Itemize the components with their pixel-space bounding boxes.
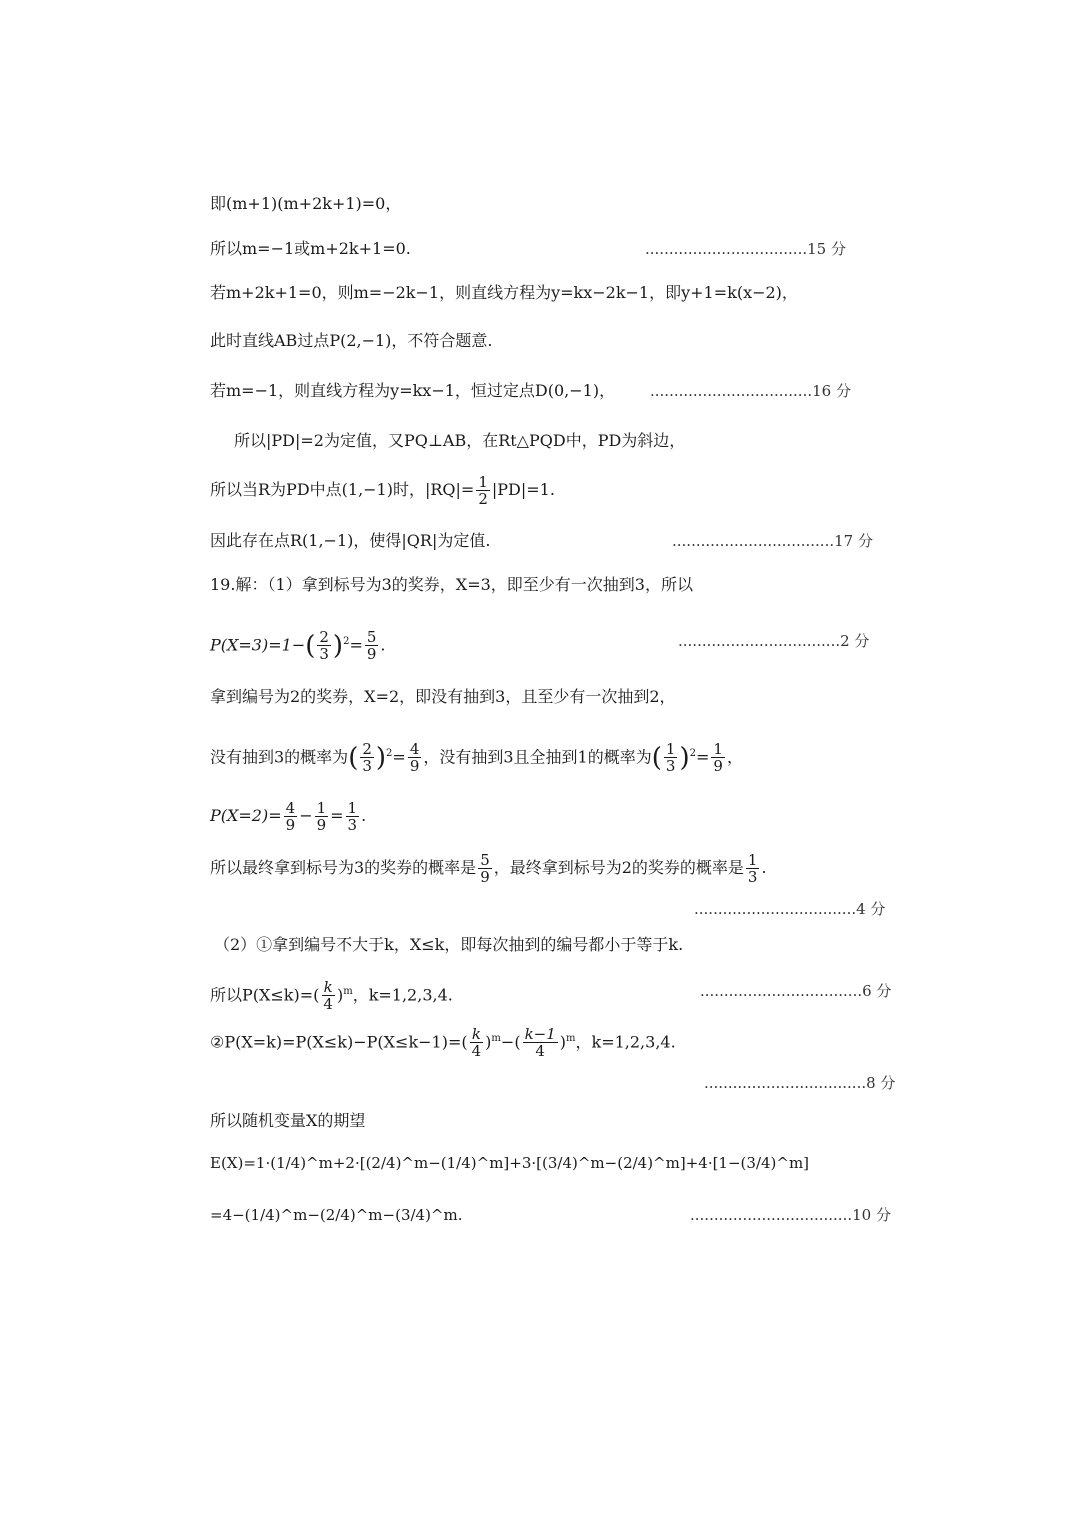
left-paren: ( [348, 742, 359, 773]
no3-f2-den: 3 [665, 757, 676, 776]
no3-f2 [664, 741, 678, 774]
final-f1-num: 5 [480, 851, 490, 869]
final-b: ，最终拿到标号为2的奖券的概率是 [493, 858, 744, 877]
score-mark-10: ..................................10 分 [690, 1206, 891, 1224]
final-c: . [761, 858, 767, 877]
pek-f2-den: 4 [535, 1042, 545, 1061]
no3-e2: 2 [689, 748, 696, 759]
text-line-8: 因此存在点R(1,−1)，使得|QR|为定值. [210, 531, 491, 550]
right-paren: ) [375, 742, 387, 773]
text-line-3: 若m+2k+1=0，则m=−2k−1，则直线方程为y=kx−2k−1，即y+1=k(x−2)， [210, 283, 798, 302]
formula-ex1: E(X)=1·(1/4)^m+2·[(2/4)^m−(1/4)^m]+3·[(3/4)^m−(2/4)^m]+4·[1−(3/4)^m] [210, 1154, 810, 1172]
pek-f1-num: k [471, 1025, 481, 1044]
final-f1-den: 9 [480, 868, 490, 886]
final-a: 所以最终拿到标号为3的奖券的概率是 [210, 858, 477, 877]
p3-result [365, 629, 379, 662]
no3-r2 [711, 741, 725, 774]
pek-d: ) [559, 1032, 567, 1052]
text-line-7a: 所以当R为PD中点(1,−1)时，|RQ|= [210, 480, 475, 499]
p2-minus: − [299, 806, 313, 825]
pek-e2: m [566, 1033, 576, 1044]
pk-den: 4 [323, 995, 333, 1014]
p2-a-den: 9 [285, 816, 296, 834]
pk-b: ) [336, 985, 344, 1005]
no3-eq2: = [695, 747, 710, 767]
no3-e1: 2 [386, 748, 393, 759]
p3-eq: = [349, 635, 363, 655]
pk-a: 所以P(X≤k)=( [210, 985, 320, 1005]
no3-r1-den: 9 [409, 757, 420, 776]
final-f2 [746, 852, 760, 885]
pk-exp: m [343, 986, 353, 997]
text-line-7b: |PD|=1. [491, 480, 555, 499]
p2-a-num: 4 [285, 799, 296, 817]
text-line-6: 所以|PD|=2为定值，又PQ⊥AB，在Rt△PQD中，PD为斜边， [234, 431, 686, 450]
left-paren: ( [651, 742, 662, 773]
text-line-2: 所以m=−1或m+2k+1=0. [210, 239, 411, 258]
p2-r-num: 1 [347, 799, 358, 817]
pek-a: ②P(X=k)=P(X≤k)−P(X≤k−1)=( [210, 1032, 468, 1052]
text-line-4: 此时直线AB过点P(2,−1)，不符合题意. [210, 331, 493, 350]
p2-b [315, 800, 329, 833]
text-line-5: 若m=−1，则直线方程为y=kx−1，恒过定点D(0,−1)， [210, 381, 616, 400]
no3-r2-den: 9 [713, 757, 723, 776]
score-mark-16: ..................................16 分 [650, 382, 851, 400]
no3-f1 [360, 741, 374, 774]
no3-eq1: = [392, 747, 406, 767]
final-f2-den: 3 [747, 868, 758, 886]
p3-frac-den: 3 [319, 645, 329, 664]
fraction-half [476, 474, 490, 507]
pek-e1: m [491, 1033, 501, 1044]
pek-c: −( [500, 1032, 521, 1052]
score-mark-17: ..................................17 分 [672, 532, 873, 550]
final-f1 [478, 852, 492, 885]
pek-e: ，k=1,2,3,4. [575, 1032, 676, 1052]
pk-frac [321, 979, 335, 1012]
no3-c: ， [726, 747, 743, 767]
pk-c: ，k=1,2,3,4. [352, 985, 453, 1005]
fraction-den: 2 [478, 490, 488, 508]
p2-b-den: 9 [316, 816, 327, 834]
final-f2-num: 1 [747, 851, 758, 869]
p3-frac-num: 2 [319, 628, 329, 647]
text-line-1: 即(m+1)(m+2k+1)=0， [210, 194, 402, 213]
pk-num: k [323, 978, 333, 997]
text-line-9: 19.解：（1）拿到标号为3的奖券，X=3，即至少有一次抽到3，所以 [210, 575, 693, 594]
pek-f1 [470, 1026, 484, 1059]
no3-r2-num: 1 [713, 740, 723, 759]
text-line-x2: 拿到编号为2的奖券，X=2，即没有抽到3，且至少有一次抽到2， [210, 687, 676, 706]
no3-b: ，没有抽到3且全抽到1的概率为 [423, 747, 652, 767]
p2-eq: = [330, 806, 344, 825]
p3-res-num: 5 [366, 628, 377, 647]
fraction-num: 1 [478, 473, 488, 491]
p2-r [346, 800, 360, 833]
p2-b-num: 1 [316, 799, 327, 817]
no3-f1-num: 2 [362, 740, 372, 759]
text-part2: （2）①拿到编号不大于k，X≤k，即每次抽到的编号都小于等于k. [214, 935, 684, 954]
score-mark-6: ..................................6 分 [700, 982, 892, 1000]
p3-tail: . [380, 635, 386, 655]
p2-lhs: P(X=2)= [210, 806, 282, 825]
score-mark-2: ..................................2 分 [678, 632, 870, 650]
score-mark-8: ..................................8 分 [704, 1074, 896, 1092]
formula-final [210, 846, 880, 890]
formula-no3 [210, 732, 880, 776]
no3-f1-den: 3 [362, 757, 372, 776]
right-paren: ) [679, 742, 690, 773]
pek-f2-num: k−1 [524, 1025, 556, 1044]
p3-exp: 2 [343, 636, 350, 647]
no3-r1 [408, 741, 422, 774]
left-paren: ( [305, 630, 316, 661]
no3-r1-num: 4 [409, 740, 420, 759]
pek-f2 [523, 1026, 558, 1059]
p3-lhs: P(X=3)=1− [210, 635, 306, 655]
right-paren: ) [332, 630, 344, 661]
p3-res-den: 9 [366, 645, 377, 664]
formula-p-eq-k [210, 1018, 880, 1060]
score-mark-15: ..................................15 分 [645, 240, 846, 258]
pek-f1-den: 4 [471, 1042, 482, 1061]
pek-b: ) [485, 1032, 492, 1052]
p3-frac [317, 629, 331, 662]
p2-r-den: 3 [347, 816, 358, 834]
no3-f2-num: 1 [665, 740, 676, 759]
no3-a: 没有抽到3的概率为 [210, 747, 349, 767]
p2-a [284, 800, 298, 833]
p2-tail: . [361, 806, 367, 825]
text-expect-label: 所以随机变量X的期望 [210, 1111, 366, 1130]
text-line-7 [210, 474, 880, 507]
formula-p2 [210, 794, 880, 838]
score-mark-4: ..................................4 分 [694, 900, 886, 918]
formula-ex2: =4−(1/4)^m−(2/4)^m−(3/4)^m. [210, 1206, 463, 1224]
